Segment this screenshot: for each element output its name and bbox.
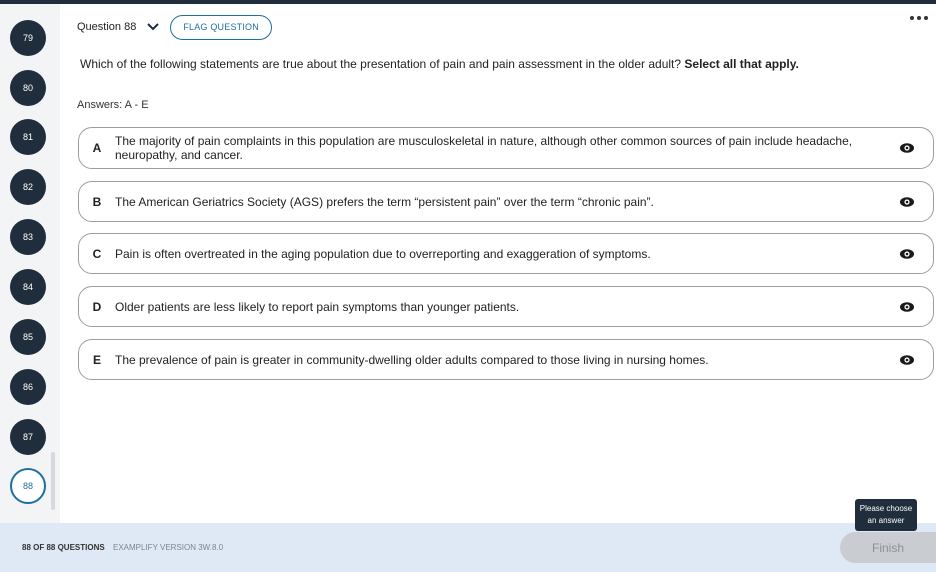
flag-question-button[interactable]: FLAG QUESTION [170, 15, 272, 40]
question-nav-87[interactable]: 87 [10, 419, 46, 455]
question-nav-79[interactable]: 79 [10, 20, 46, 56]
answer-option-a[interactable] [78, 127, 934, 169]
question-nav-86[interactable]: 86 [10, 369, 46, 405]
finish-button[interactable]: Finish [840, 532, 936, 563]
question-text: Which of the following statements are true about the presentation of pain and pain assessment in the older adult? [80, 57, 682, 71]
option-letter: D [92, 299, 102, 314]
eye-icon[interactable] [897, 192, 917, 212]
question-nav-80[interactable]: 80 [10, 70, 46, 106]
answer-option-c[interactable] [78, 233, 934, 274]
chevron-down-icon[interactable] [146, 20, 160, 34]
question-stem [80, 57, 880, 71]
eye-icon[interactable] [897, 244, 917, 264]
question-nav-81[interactable]: 81 [10, 119, 46, 155]
option-text: Older patients are less likely to report pain symptoms than younger patients. [115, 299, 520, 314]
top-bar [0, 0, 936, 4]
option-letter: B [92, 194, 102, 209]
more-horizontal-icon[interactable] [907, 10, 931, 26]
option-text: Pain is often overtreated in the aging population due to overreporting and exaggeration of symptoms. [115, 246, 651, 261]
answer-option-b[interactable] [78, 181, 934, 222]
question-nav-85[interactable]: 85 [10, 319, 46, 355]
question-title: Question 88 [77, 21, 137, 33]
answer-option-d[interactable] [78, 286, 934, 327]
option-text: The American Geriatrics Society (AGS) prefers the term “persistent pain” over the term “chronic pain”. [115, 194, 654, 209]
app-version: EXAMPLIFY VERSION 3W.8.0 [113, 543, 224, 552]
question-nav-83[interactable]: 83 [10, 219, 46, 255]
question-navigator [0, 4, 60, 523]
question-header [77, 14, 272, 40]
question-nav-88[interactable]: 88 [10, 468, 46, 504]
finish-tooltip: Please choose an answer [855, 499, 917, 531]
option-letter: E [92, 352, 101, 367]
option-text: The prevalence of pain is greater in community-dwelling older adults compared to those living in nursing homes. [115, 352, 709, 367]
eye-icon[interactable] [897, 138, 917, 158]
eye-icon[interactable] [897, 297, 917, 317]
question-instruction: Select all that apply. [684, 57, 799, 71]
answers-label: Answers: A - E [77, 99, 149, 111]
question-nav-82[interactable]: 82 [10, 169, 46, 205]
sidebar-scrollbar[interactable] [51, 452, 55, 510]
question-count: 88 OF 88 QUESTIONS [22, 543, 105, 552]
answer-option-e[interactable] [78, 339, 934, 380]
footer-bar [0, 523, 936, 572]
option-letter: A [92, 141, 102, 155]
option-text: The majority of pain complaints in this population are musculoskeletal in nature, although other common sources of pain include headache, neuropathy, and cancer. [115, 134, 853, 162]
eye-icon[interactable] [897, 350, 917, 370]
question-nav-84[interactable]: 84 [10, 269, 46, 305]
option-letter: C [92, 246, 102, 261]
